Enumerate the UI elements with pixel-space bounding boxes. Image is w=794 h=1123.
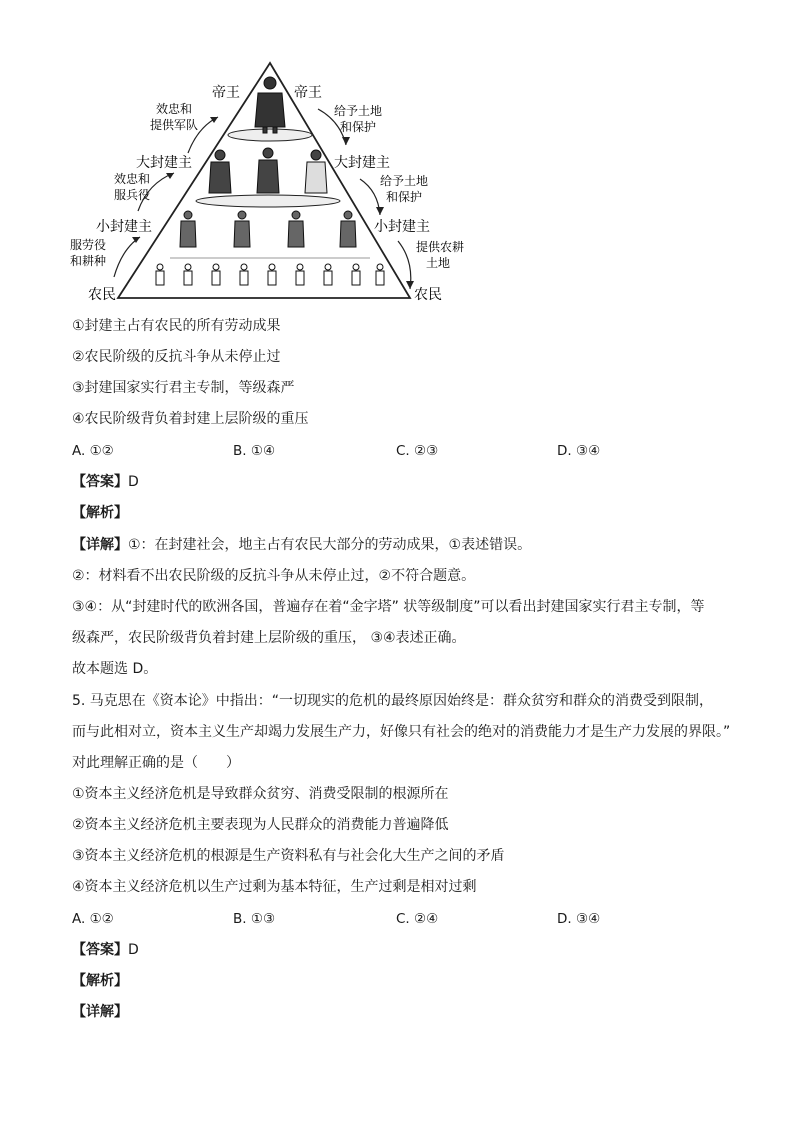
up-arrow-1-line2: 提供军队 (150, 118, 199, 132)
q4-option-a: A. ①② (72, 443, 114, 459)
apex-label-left: 帝王 (212, 85, 240, 101)
q5-stem-2: 而与此相对立，资本主义生产却竭力发展生产力，好像只有社会的绝对的消费能力才是生产力发展的界限。” (72, 724, 731, 740)
up-arrow-2-line2: 服兵役 (114, 188, 151, 202)
q4-conclusion: 故本题选 D。 (72, 661, 158, 677)
great-lord-figure-icon (209, 148, 327, 193)
up-arrow-3-line2: 和耕种 (70, 254, 107, 268)
feudal-pyramid-diagram (70, 55, 490, 310)
q4-option-c: C. ②③ (396, 443, 439, 459)
q5-stem-1: 5. 马克思在《资本论》中指出：“一切现实的危机的最终原因始终是：群众贫穷和群众的消费受到限制， (72, 693, 714, 709)
q4-detail-1 (72, 535, 531, 555)
q4-detail-1-text: ①：在封建社会，地主占有农民大部分的劳动成果，①表述错误。 (128, 537, 532, 553)
down-arrow-1-line2: 和保护 (340, 120, 377, 134)
q5-statement-4: ④资本主义经济危机以生产过剩为基本特征，生产过剩是相对过剩 (72, 879, 477, 895)
down-arrow-2-line2: 和保护 (386, 190, 423, 204)
q5-option-a: A. ①② (72, 911, 114, 927)
knight-figure-icon (180, 211, 356, 247)
q4-statement-4: ④农民阶级背负着封建上层阶级的重压 (72, 411, 309, 427)
q4-detail-2: ②：材料看不出农民阶级的反抗斗争从未停止过，②不符合题意。 (72, 568, 476, 584)
base-label-left: 农民 (88, 287, 116, 303)
q4-option-b: B. ①④ (233, 443, 276, 459)
down-arrow-3-line1: 提供农耕 (416, 240, 465, 254)
q5-option-b: B. ①③ (233, 911, 276, 927)
q5-answer (72, 940, 139, 960)
q4-answer-tag: 【答案】 (72, 474, 128, 490)
q5-stem-3: 对此理解正确的是（ ） (72, 755, 240, 771)
q5-detail-tag: 【详解】 (72, 1004, 128, 1020)
q5-answer-value: D (128, 942, 139, 958)
lords-platform (196, 195, 340, 207)
q4-detail-tag: 【详解】 (72, 537, 128, 553)
q5-analysis-tag: 【解析】 (72, 973, 128, 989)
q4-statement-3: ③封建国家实行君主专制，等级森严 (72, 380, 295, 396)
base-label-right: 农民 (414, 287, 442, 303)
up-arrow-3-line1: 服劳役 (70, 238, 107, 252)
level3-label-left: 小封建主 (96, 219, 152, 235)
king-platform (228, 129, 312, 141)
up-arrow-2-line1: 效忠和 (114, 172, 151, 186)
q4-detail-3a: ③④：从“封建时代的欧洲各国，普遍存在着“金字塔” 状等级制度”可以看出封建国家实行君主专制，等 (72, 599, 705, 615)
apex-label-right: 帝王 (294, 85, 322, 101)
down-arrow-2-line1: 给予土地 (380, 174, 429, 188)
q4-answer-value: D (128, 474, 139, 490)
q4-option-d: D. ③④ (557, 443, 601, 459)
q4-answer (72, 472, 139, 492)
king-figure-icon (255, 77, 285, 133)
q5-statement-3: ③资本主义经济危机的根源是生产资料私有与社会化大生产之间的矛盾 (72, 848, 505, 864)
peasant-figure-icon (156, 264, 384, 285)
level2-label-right: 大封建主 (334, 155, 390, 171)
q4-statement-2: ②农民阶级的反抗斗争从未停止过 (72, 349, 281, 365)
q4-analysis-tag: 【解析】 (72, 505, 128, 521)
down-arrow-1-line1: 给予土地 (334, 104, 383, 118)
level2-label-left: 大封建主 (136, 155, 192, 171)
q5-answer-tag: 【答案】 (72, 942, 128, 958)
q5-statement-1: ①资本主义经济危机是导致群众贫穷、消费受限制的根源所在 (72, 786, 449, 802)
q4-detail-3b: 级森严，农民阶级背负着封建上层阶级的重压， ③④表述正确。 (72, 630, 466, 646)
q5-statement-2: ②资本主义经济危机主要表现为人民群众的消费能力普遍降低 (72, 817, 449, 833)
down-arrow-3-line2: 土地 (426, 256, 451, 270)
q4-statement-1: ①封建主占有农民的所有劳动成果 (72, 318, 281, 334)
up-arrow-1-line1: 效忠和 (156, 102, 193, 116)
q5-option-c: C. ②④ (396, 911, 439, 927)
level3-label-right: 小封建主 (374, 219, 430, 235)
q5-option-d: D. ③④ (557, 911, 601, 927)
